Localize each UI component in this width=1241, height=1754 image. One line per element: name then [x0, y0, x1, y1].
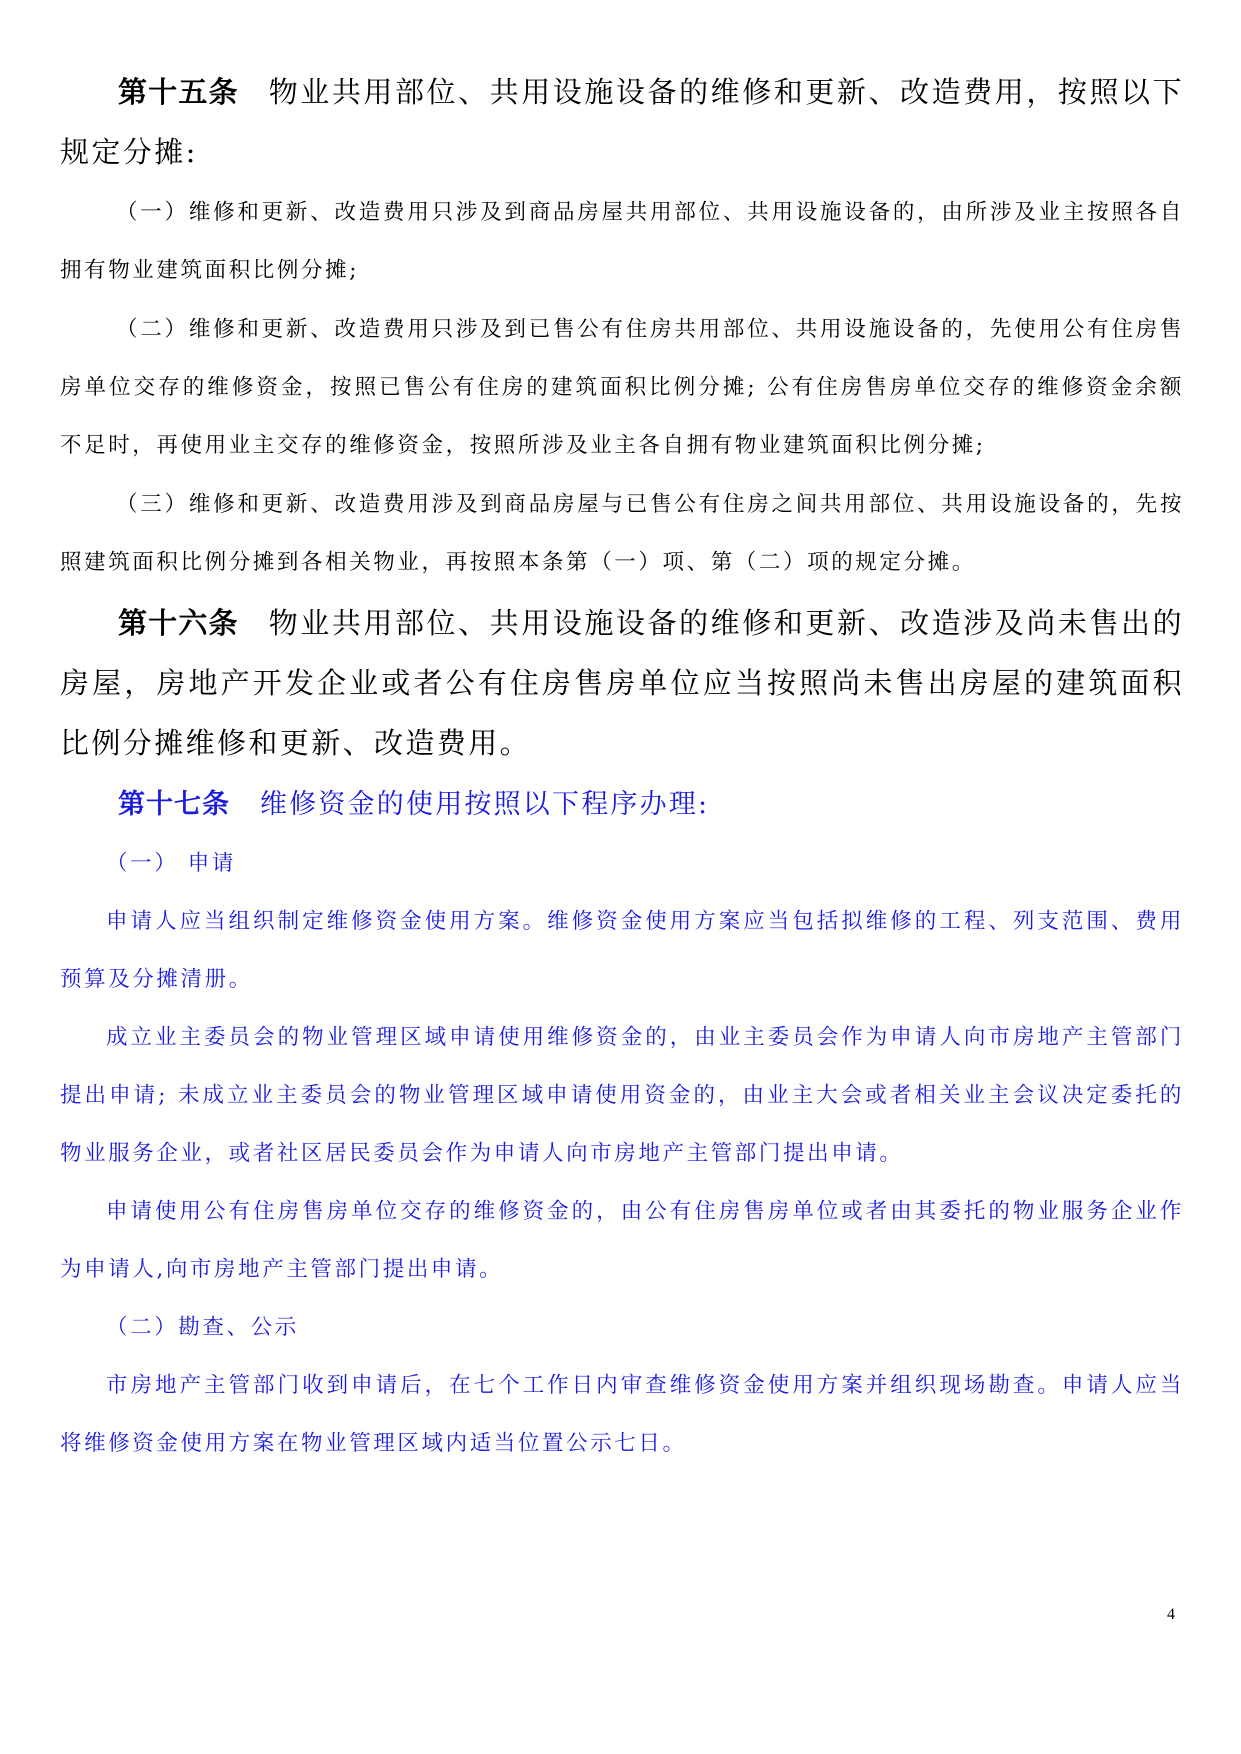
article-17-paragraph: [60, 775, 1184, 835]
page-number: 4: [1167, 1606, 1175, 1623]
article-17-sub2-heading: （二）勘查、公示: [106, 1315, 299, 1340]
article-15-item-2: （二）维修和更新、改造费用只涉及到已售公有住房共用部位、共用设施设备的，先使用公有住房售房单位交存的维修资金，按照已售公有住房的建筑面积比例分摊; 公有住房售房单位交存的维修资金余额不足时，再使用业主交存的维修资金，按照所涉及业主各自拥有物业建筑面积比例分摊;: [60, 317, 1184, 458]
article-15-item-1: （一）维修和更新、改造费用只涉及到商品房屋共用部位、共用设施设备的，由所涉及业主按照各自拥有物业建筑面积比例分摊;: [60, 200, 1184, 283]
article-17-sub1-paragraph-1: 申请人应当组织制定维修资金使用方案。维修资金使用方案应当包括拟维修的工程、列支范围、费用预算及分摊清册。: [60, 909, 1184, 992]
article-15-paragraph: [60, 62, 1184, 182]
article-17-sub1-paragraph-3: 申请使用公有住房售房单位交存的维修资金的，由公有住房售房单位或者由其委托的物业服务企业作为申请人,向市房地产主管部门提出申请。: [60, 1199, 1184, 1282]
article-15-item-3: （三）维修和更新、改造费用涉及到商品房屋与已售公有住房之间共用部位、共用设施设备的，先按照建筑面积比例分摊到各相关物业，再按照本条第（一）项、第（二）项的规定分摊。: [60, 492, 1184, 575]
article-17-sub1-paragraph-2: 成立业主委员会的物业管理区域申请使用维修资金的，由业主委员会作为申请人向市房地产主管部门提出申请; 未成立业主委员会的物业管理区域申请使用资金的，由业主大会或者相关业主会议决定委托的物业服务企业，或者社区居民委员会作为申请人向市房地产主管部门提出申请。: [60, 1025, 1184, 1166]
article-17-title: 第十七条: [118, 789, 230, 820]
article-16-paragraph: [60, 593, 1184, 773]
article-17-section: [60, 775, 1184, 1473]
article-15-title: 第十五条: [118, 75, 239, 109]
article-16-text: 物业共用部位、共用设施设备的维修和更新、改造涉及尚未售出的房屋，房地产开发企业或者公有住房售房单位应当按照尚未售出房屋的建筑面积比例分摊维修和更新、改造费用。: [60, 606, 1184, 760]
article-16-title: 第十六条: [118, 606, 239, 640]
document-page: [60, 62, 1184, 1473]
article-17-text: 维修资金的使用按照以下程序办理:: [260, 789, 710, 820]
article-17-sub2-paragraph-1: 市房地产主管部门收到申请后，在七个工作日内审查维修资金使用方案并组织现场勘查。申请人应当将维修资金使用方案在物业管理区域内适当位置公示七日。: [60, 1373, 1184, 1456]
article-15-text: 物业共用部位、共用设施设备的维修和更新、改造费用，按照以下规定分摊:: [60, 75, 1184, 169]
article-17-sub1-heading: （一） 申请: [106, 851, 236, 876]
